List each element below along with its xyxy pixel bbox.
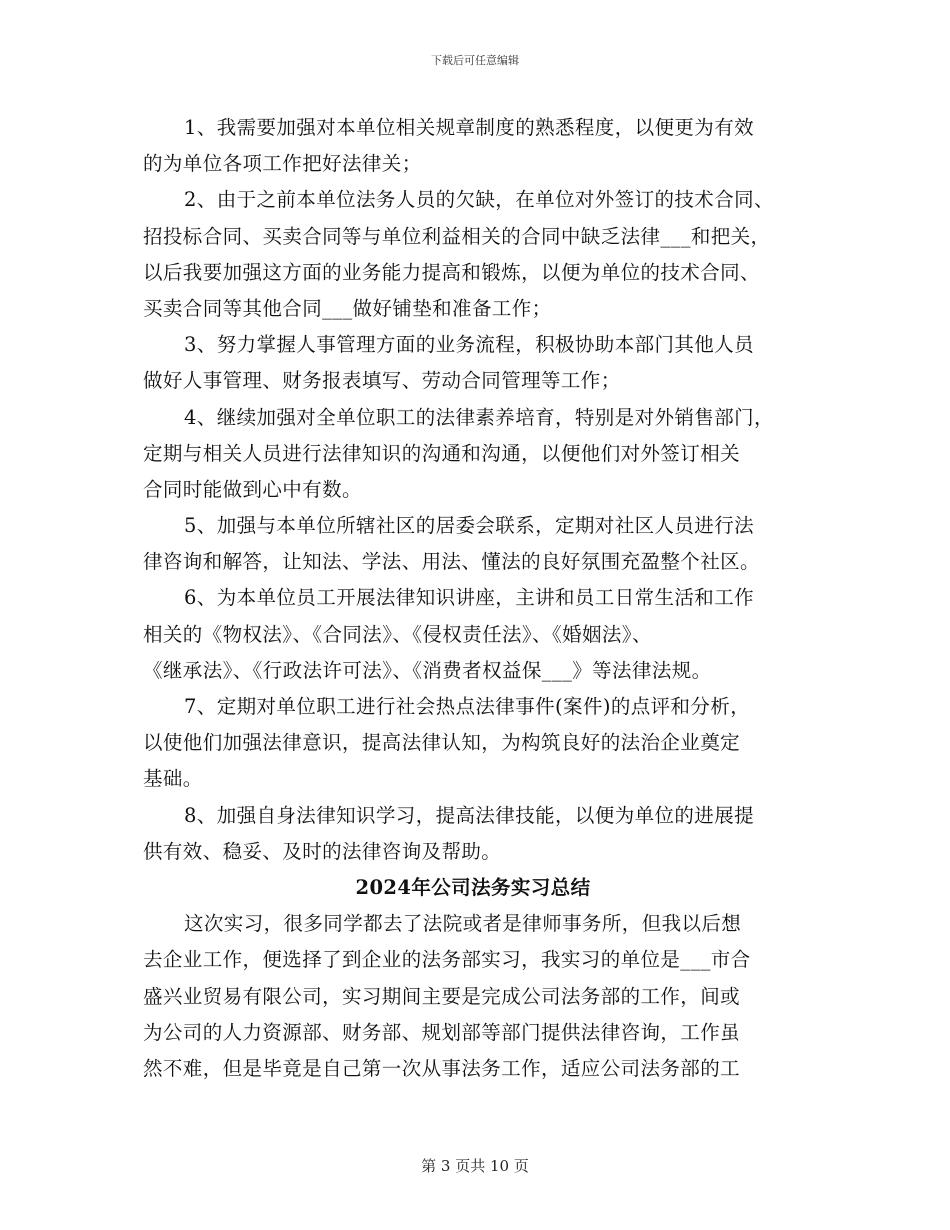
paragraph-line: 相关的《物权法》、《合同法》、《侵权责任法》、《婚姻法》、: [143, 622, 652, 646]
paragraph-line: 的为单位各项工作把好法律关；: [143, 152, 422, 176]
paragraph-line: 1、我需要加强对本单位相关规章制度的熟悉程度，以便更为有效: [184, 116, 755, 139]
paragraph-line: 做好人事管理、财务报表填写、劳动合同管理等工作；: [143, 369, 621, 393]
paragraph-line: 5、加强与本单位所辖社区的居委会联系，定期对社区人员进行法: [184, 514, 755, 538]
paragraph-line: 买卖合同等其他合同___做好铺垫和准备工作；: [143, 296, 552, 320]
paragraph-line: 《继承法》、《行政法许可法》、《消费者权益保___》等法律法规。: [143, 658, 712, 682]
paragraph-line: 合同时能做到心中有数。: [143, 477, 362, 501]
paragraph-line: 律咨询和解答，让知法、学法、用法、懂法的良好氛围充盈整个社区。: [143, 550, 760, 574]
page-footer: 第 3 页共 10 页: [421, 1157, 529, 1175]
paragraph-line: 8、加强自身法律知识学习，提高法律技能，以便为单位的进展提: [184, 803, 755, 827]
paragraph-line: 招投标合同、买卖合同等与单位利益相关的合同中缺乏法律___和把关，: [143, 224, 771, 248]
paragraph-line: 这次实习，很多同学都去了法院或者是律师事务所，但我以后想: [184, 912, 742, 936]
paragraph-line: 去企业工作，便选择了到企业的法务部实习，我实习的单位是___市合: [143, 948, 751, 972]
paragraph-line: 2、由于之前本单位法务人员的欠缺，在单位对外签订的技术合同、: [184, 188, 774, 212]
paragraph-line: 定期与相关人员进行法律知识的沟通和沟通，以便他们对外签订相关: [143, 441, 741, 465]
paragraph-line: 7、定期对单位职工进行社会热点法律事件(案件)的点评和分析，: [184, 695, 751, 718]
paragraph-line: 盛兴业贸易有限公司，实习期间主要是完成公司法务部的工作，间或: [143, 984, 741, 1008]
document-body: [143, 110, 823, 1087]
section-heading: 2024年公司法务实习总结: [355, 875, 591, 899]
paragraph-line: 以使他们加强法律意识，提高法律认知，为构筑良好的法治企业奠定: [143, 731, 741, 755]
page-header: 下载后可任意编辑: [431, 54, 519, 67]
paragraph-line: 供有效、稳妥、及时的法律咨询及帮助。: [143, 839, 502, 863]
paragraph-line: 为公司的人力资源部、财务部、规划部等部门提供法律咨询，工作虽: [143, 1020, 741, 1044]
paragraph-line: 6、为本单位员工开展法律知识讲座，主讲和员工日常生活和工作: [184, 586, 755, 610]
paragraph-line: 基础。: [143, 767, 203, 791]
paragraph-line: 然不难，但是毕竟是自己第一次从事法务工作，适应公司法务部的工: [143, 1056, 741, 1080]
paragraph-line: 4、继续加强对全单位职工的法律素养培育，特别是对外销售部门，: [184, 405, 774, 429]
paragraph-line: 以后我要加强这方面的业务能力提高和锻炼，以便为单位的技术合同、: [143, 260, 760, 284]
paragraph-line: 3、努力掌握人事管理方面的业务流程，积极协助本部门其他人员: [184, 333, 755, 357]
